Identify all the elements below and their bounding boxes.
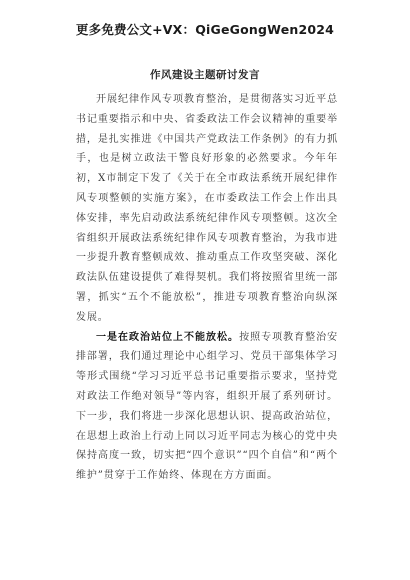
paragraph-2	[76, 328, 338, 486]
paragraph-2-text: 按照专项教育整治安排部署，我们通过理论中心组学习、党员干部集体学习等形式围绕“学习习近平总书记重要指示要求，坚持党对政法工作绝对领导”等内容，组织开展了系列研讨。下一步，我们将进一步深化思想认识、提高政治站位，在思想上政治上行动上同以习近平同志为核心的党中央保持高度一致，切实把“四个意识”“四个自信”和“两个维护”贯穿于工作始终、体现在方方面面。	[76, 331, 338, 482]
paragraph-2-lead: 一是在政治站位上不能放松。	[96, 331, 240, 343]
paragraph-1-text: 开展纪律作风专项教育整治，是贯彻落实习近平总书记重要指示和中央、省委政法工作会议精神的重要举措，是扎实推进《中国共产党政法工作条例》的有力抓手，也是树立政法干警良好形象的必然要求。今年年初，X市制定下发了《关于在全市政法系统开展纪律作风专项整顿的实施方案》，在市委政法工作会上作出具体安排，率先启动政法系统纪律作风专项整顿。这次全省组织开展政法系统纪律作风专项教育整治，为我市进一步提升教育整顿成效、推动重点工作攻坚突破、深化政法队伍建设提供了难得契机。我们将按照省里统一部署，抓实“五个不能放松”，推进专项教育整治向纵深发展。	[76, 94, 338, 323]
promo-banner: 更多免费公文+VX：QiGeGongWen2024	[75, 22, 335, 37]
document-title: 作风建设主题研讨发言	[150, 69, 260, 81]
paragraph-1	[76, 90, 338, 328]
document-body	[76, 90, 338, 486]
